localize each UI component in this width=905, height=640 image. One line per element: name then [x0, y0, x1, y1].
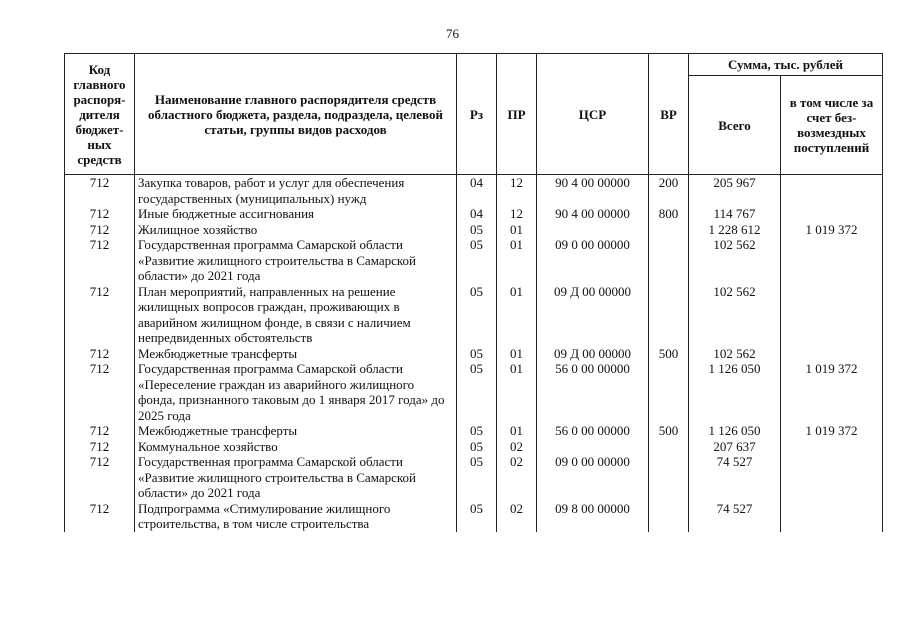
cell-code: 712 — [65, 423, 135, 439]
cell-rz: 05 — [457, 346, 497, 362]
cell-vr: 200 — [649, 175, 689, 207]
cell-csr: 09 0 00 00000 — [537, 237, 649, 284]
cell-rz: 05 — [457, 454, 497, 501]
cell-total: 74 527 — [689, 454, 781, 501]
cell-code: 712 — [65, 284, 135, 346]
cell-code: 712 — [65, 222, 135, 238]
table-row — [65, 222, 883, 238]
cell-pr: 02 — [497, 439, 537, 455]
cell-vr — [649, 284, 689, 346]
cell-vr — [649, 361, 689, 423]
cell-grants — [781, 439, 883, 455]
table-body — [65, 175, 883, 532]
table-row — [65, 237, 883, 284]
cell-vr: 500 — [649, 346, 689, 362]
cell-vr — [649, 237, 689, 284]
header-grants: в том числе за счет без- возмездных поступлений — [781, 76, 883, 175]
cell-rz: 05 — [457, 439, 497, 455]
cell-csr — [537, 439, 649, 455]
cell-pr: 02 — [497, 501, 537, 532]
header-pr: ПР — [497, 54, 537, 175]
cell-total: 1 126 050 — [689, 361, 781, 423]
cell-vr — [649, 454, 689, 501]
cell-code: 712 — [65, 361, 135, 423]
cell-pr: 12 — [497, 206, 537, 222]
table-row — [65, 423, 883, 439]
cell-name: Межбюджетные трансферты — [135, 423, 457, 439]
cell-grants — [781, 206, 883, 222]
cell-rz: 05 — [457, 501, 497, 532]
cell-csr: 09 Д 00 00000 — [537, 346, 649, 362]
cell-grants — [781, 346, 883, 362]
cell-pr: 01 — [497, 284, 537, 346]
page-number: 76 — [446, 26, 459, 41]
cell-pr: 01 — [497, 423, 537, 439]
table-row — [65, 454, 883, 501]
header-csr: ЦСР — [537, 54, 649, 175]
table-row — [65, 439, 883, 455]
cell-name: Закупка товаров, работ и услуг для обеспечения государственных (муниципальных) нужд — [135, 175, 457, 207]
cell-name: Государственная программа Самарской области «Развитие жилищного строительства в Самарской области» до 2021 года — [135, 454, 457, 501]
cell-code: 712 — [65, 206, 135, 222]
cell-vr — [649, 222, 689, 238]
cell-rz: 04 — [457, 175, 497, 207]
cell-total: 74 527 — [689, 501, 781, 532]
cell-code: 712 — [65, 175, 135, 207]
cell-name: Иные бюджетные ассигнования — [135, 206, 457, 222]
cell-rz: 05 — [457, 284, 497, 346]
cell-code: 712 — [65, 439, 135, 455]
cell-vr: 500 — [649, 423, 689, 439]
header-sum: Сумма, тыс. рублей — [689, 54, 883, 76]
table-row — [65, 346, 883, 362]
cell-grants — [781, 454, 883, 501]
cell-name: Государственная программа Самарской области «Переселение граждан из аварийного жилищного фонда, признанного таковым до 1 января 2017 года» до 2025 года — [135, 361, 457, 423]
cell-csr: 90 4 00 00000 — [537, 206, 649, 222]
cell-grants — [781, 237, 883, 284]
cell-rz: 05 — [457, 361, 497, 423]
table-row — [65, 175, 883, 207]
cell-csr: 09 Д 00 00000 — [537, 284, 649, 346]
cell-total: 205 967 — [689, 175, 781, 207]
cell-grants — [781, 175, 883, 207]
cell-total: 207 637 — [689, 439, 781, 455]
cell-total: 1 228 612 — [689, 222, 781, 238]
table-row — [65, 361, 883, 423]
cell-vr: 800 — [649, 206, 689, 222]
header-total: Всего — [689, 76, 781, 175]
cell-vr — [649, 501, 689, 532]
cell-pr: 12 — [497, 175, 537, 207]
header-rz: Рз — [457, 54, 497, 175]
cell-total: 114 767 — [689, 206, 781, 222]
cell-grants: 1 019 372 — [781, 423, 883, 439]
cell-grants: 1 019 372 — [781, 222, 883, 238]
cell-rz: 04 — [457, 206, 497, 222]
cell-name: Жилищное хозяйство — [135, 222, 457, 238]
cell-code: 712 — [65, 501, 135, 532]
cell-name: Коммунальное хозяйство — [135, 439, 457, 455]
header-vr: ВР — [649, 54, 689, 175]
cell-grants: 1 019 372 — [781, 361, 883, 423]
header-code: Код главного распоря- дителя бюджет- ных средств — [65, 54, 135, 175]
cell-code: 712 — [65, 454, 135, 501]
cell-pr: 01 — [497, 346, 537, 362]
cell-code: 712 — [65, 346, 135, 362]
header-name: Наименование главного распорядителя средств областного бюджета, раздела, подраздела, целевой статьи, группы видов расходов — [135, 54, 457, 175]
cell-total: 102 562 — [689, 346, 781, 362]
cell-grants — [781, 501, 883, 532]
table-header — [65, 54, 883, 175]
cell-pr: 01 — [497, 361, 537, 423]
cell-csr: 56 0 00 00000 — [537, 423, 649, 439]
cell-csr: 90 4 00 00000 — [537, 175, 649, 207]
cell-pr: 02 — [497, 454, 537, 501]
cell-rz: 05 — [457, 423, 497, 439]
cell-total: 102 562 — [689, 284, 781, 346]
cell-name: План мероприятий, направленных на решение жилищных вопросов граждан, проживающих в аварийном жилищном фонде, в связи с наличием непредвиденных обстоятельств — [135, 284, 457, 346]
table-row — [65, 501, 883, 532]
cell-total: 1 126 050 — [689, 423, 781, 439]
cell-csr: 56 0 00 00000 — [537, 361, 649, 423]
cell-total: 102 562 — [689, 237, 781, 284]
cell-vr — [649, 439, 689, 455]
cell-code: 712 — [65, 237, 135, 284]
cell-csr — [537, 222, 649, 238]
cell-name: Межбюджетные трансферты — [135, 346, 457, 362]
cell-name: Подпрограмма «Стимулирование жилищного строительства, в том числе строительства — [135, 501, 457, 532]
cell-csr: 09 8 00 00000 — [537, 501, 649, 532]
table-row — [65, 284, 883, 346]
cell-pr: 01 — [497, 222, 537, 238]
cell-rz: 05 — [457, 237, 497, 284]
cell-name: Государственная программа Самарской области «Развитие жилищного строительства в Самарской области» до 2021 года — [135, 237, 457, 284]
cell-grants — [781, 284, 883, 346]
cell-csr: 09 0 00 00000 — [537, 454, 649, 501]
cell-pr: 01 — [497, 237, 537, 284]
table-row — [65, 206, 883, 222]
cell-rz: 05 — [457, 222, 497, 238]
budget-table — [64, 53, 883, 532]
